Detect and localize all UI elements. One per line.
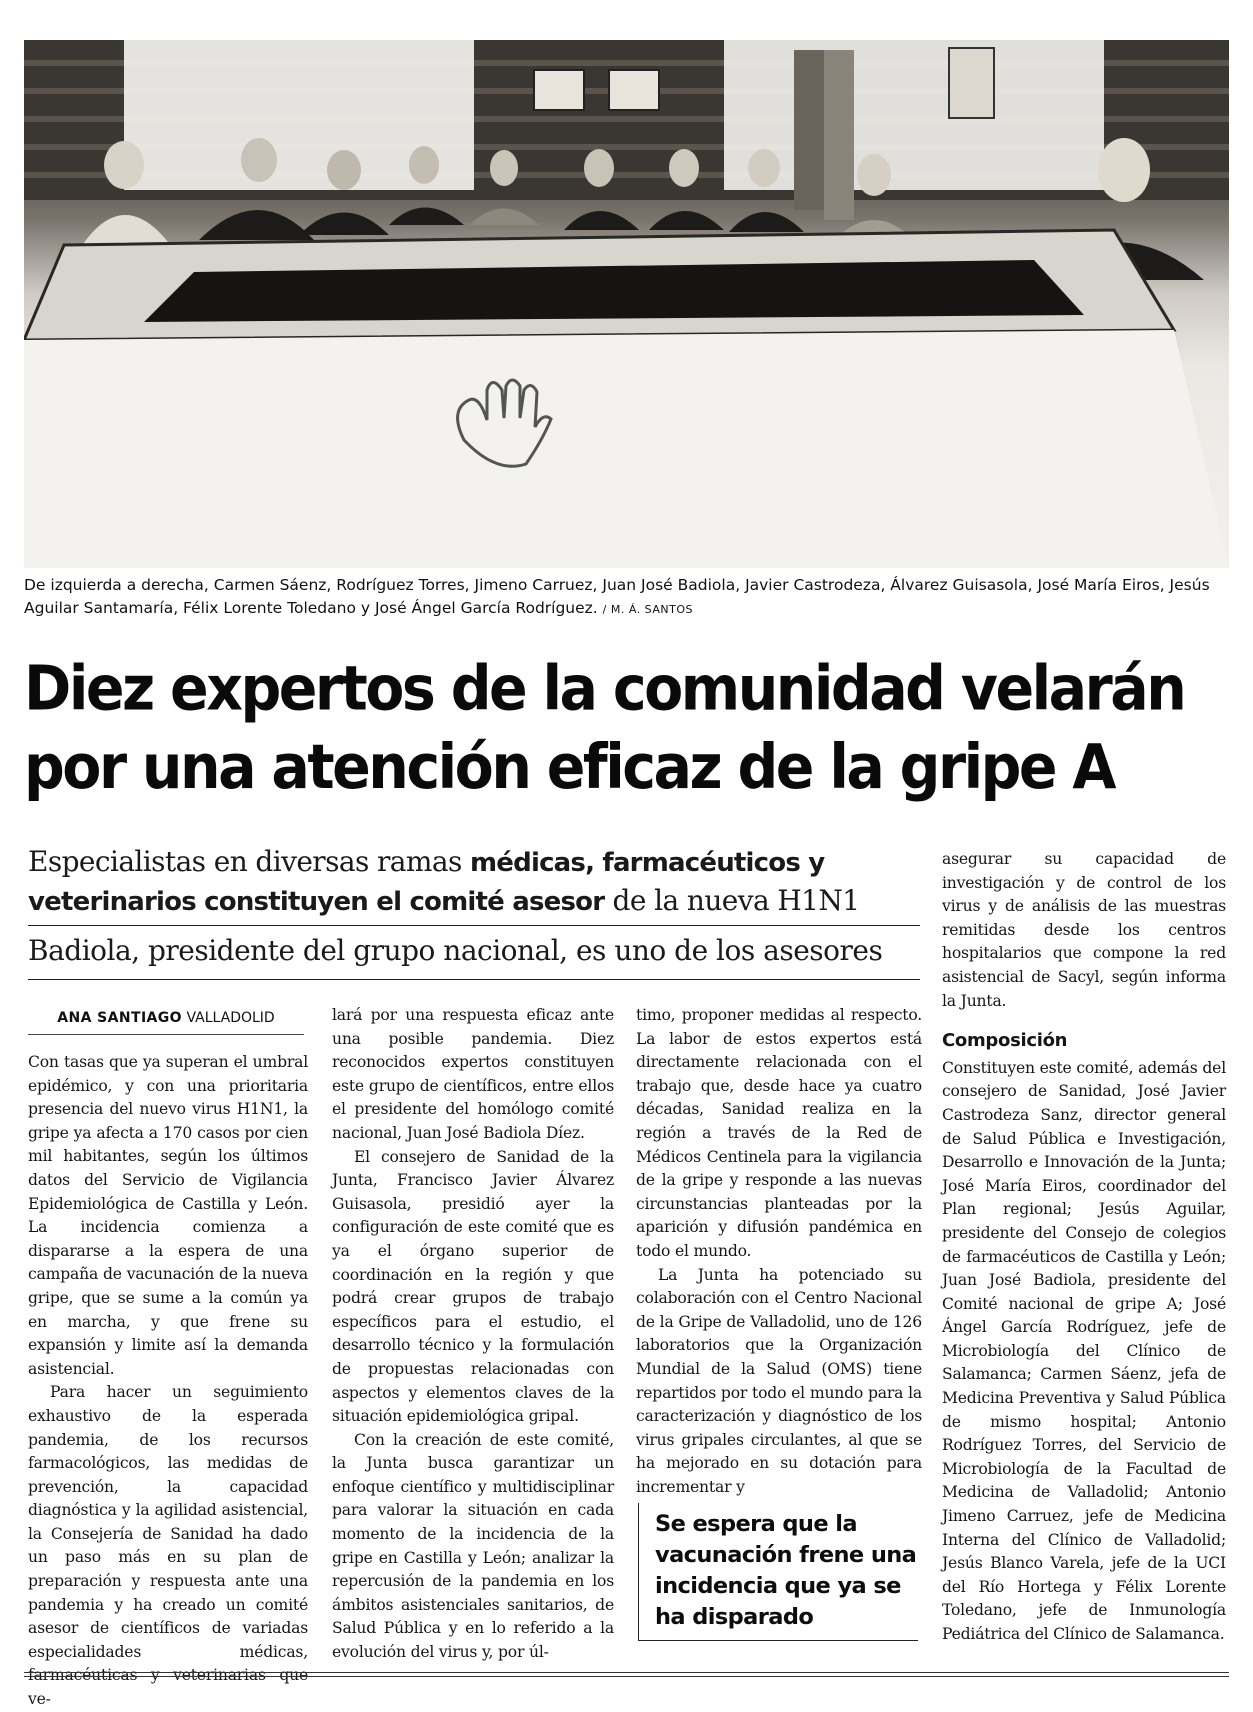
paragraph: lará por una respuesta eficaz ante una posible pandemia. Diez reconocidos expertos constituyen este grupo de científicos, entre ellos el presidente del homólogo comité nacional, Juan José Badiola Díez. xyxy=(332,1006,614,1142)
headline xyxy=(24,650,1229,808)
paragraph: Con la creación de este comité, la Junta busca garantizar un enfoque científico y multidisciplinar para valorar la situación en cada momento de la incidencia de la gripe en Castilla y León; analizar la repercusión de la pandemia en los ámbitos asistenciales sanitarios, de Salud Pública y en lo referido a la evolución del virus y, por úl- xyxy=(332,1430,614,1662)
divider-rule xyxy=(28,925,920,926)
paragraph: asegurar su capacidad de investigación y de control de los virus y de análisis de las muestras remitidas desde los centros hospitalarios que compone la red asistencial de Sacyl, según informa la Junta. xyxy=(942,850,1226,1010)
subhead-bold: médicas, farmacéuticos y veterinarios constituyen el comité asesor xyxy=(28,848,825,917)
section-heading: Composición xyxy=(942,1030,1068,1052)
headline-line2: por una atención eficaz de la gripe A xyxy=(24,732,1115,804)
article-column-4 xyxy=(942,848,1226,1647)
paragraph: Constituyen este comité, además del consejero de Sanidad, José Javier Castrodeza Sanz, director general de Salud Pública e Investigación, Desarrollo e Innovación de la Junta; José María Eiros, coordinador del Plan regional; Jesús Aguilar, presidente del Consejo de colegios de farmacéuticos de Castilla y León; Juan José Badiola, presidente del Comité nacional de gripe A; José Ángel García Rodríguez, jefe de Microbiología del Clínico de Salamanca; Carmen Sáenz, jefa de Medicina Preventiva y Salud Pública de mismo hospital; Antonio Rodríguez Torres, del Servicio de Microbiología de la Facultad de Medicina de Valladolid; Antonio Jimeno Carruez, jefe de Medicina Interna del Clínico de Valladolid; Jesús Blanco Varela, jefe de la UCI del Río Hortega y Félix Lorente Toledano, jefe de Inmunología Pediátrica del Clínico de Salamanca. xyxy=(942,1058,1226,1643)
page-bottom-rule xyxy=(24,1672,1229,1677)
paragraph: timo, proponer medidas al respecto. La labor de estos expertos está directamente relacionada con el trabajo que, desde hace ya cuatro décadas, Sanidad realiza en la región a través de la Red de Médicos Centinela para la vigilancia de la gripe y responde a las nuevas circunstancias planteadas por la aparición y difusión pandémica en todo el mundo. xyxy=(636,1006,922,1260)
article-column-2 xyxy=(332,1004,614,1665)
byline-place: VALLADOLID xyxy=(186,1010,275,1026)
headline-line1: Diez expertos de la comunidad velarán xyxy=(24,653,1185,725)
photo-credit: / M. Á. SANTOS xyxy=(602,603,693,616)
byline-author: ANA SANTIAGO xyxy=(57,1010,182,1026)
meeting-room-illustration xyxy=(24,40,1229,568)
paragraph: Con tasas que ya superan el umbral epidémico, y con una prioritaria presencia del nuevo virus H1N1, la gripe ya afecta a 170 casos por cien mil habitantes, según los últimos datos del Servicio de Vigilancia Epidemiológica de Castilla y León. La incidencia comienza a dispararse a la espera de una campaña de vacunación de la nueva gripe, que se sume a la común ya en marcha, y que frene su expansión y limite así la demanda asistencial. xyxy=(28,1053,308,1378)
paragraph: Para hacer un seguimiento exhaustivo de la esperada pandemia, de los recursos farmacológicos, las medidas de prevención, la capacidad diagnóstica y la agilidad asistencial, la Consejería de Sanidad ha dado un paso más en su plan de preparación y respuesta ante una pandemia y ha creado un comité asesor de científicos de variadas especialidades médicas, farmacéuticas y veterinarias que ve- xyxy=(28,1383,308,1709)
pull-quote: Se espera que la vacunación frene una incidencia que ya se ha disparado xyxy=(638,1503,918,1641)
photo-caption xyxy=(24,574,1229,621)
subhead-part1: Especialistas en diversas ramas xyxy=(28,845,471,878)
paragraph: El consejero de Sanidad de la Junta, Francisco Javier Álvarez Guisasola, presidió ayer la configuración de este comité que es ya el órgano superior de coordinación en la región y que podrá crear grupos de trabajo específicos para el estudio, el desarrollo técnico y la formulación de propuestas relacionadas con aspectos y elementos claves de la situación epidemiológica gripal. xyxy=(332,1147,614,1426)
subheadline xyxy=(28,843,918,921)
byline xyxy=(28,1008,304,1035)
paragraph: La Junta ha potenciado su colaboración con el Centro Nacional de la Gripe de Valladolid, uno de 126 laboratorios que la Organización Mundial de la Salud (OMS) tiene repartidos por todo el mundo para la caracterización y diagnóstico de los virus gripales circulantes, al que se ha mejorado en su dotación para incrementar y xyxy=(636,1265,922,1496)
article-column-1 xyxy=(28,1051,308,1712)
article-column-3 xyxy=(636,1004,922,1499)
subhead-part2: de la nueva H1N1 xyxy=(604,884,860,917)
news-photo xyxy=(24,40,1229,568)
caption-text: De izquierda a derecha, Carmen Sáenz, Rodríguez Torres, Jimeno Carruez, Juan José Badiola, Javier Castrodeza, Álvarez Guisasola, José María Eiros, Jesús Aguilar Santamaría, Félix Lorente Toledano y José Ángel García Rodríguez. xyxy=(24,576,1210,617)
secondary-subheadline: Badiola, presidente del grupo nacional, es uno de los asesores xyxy=(28,934,883,967)
divider-rule xyxy=(28,979,920,980)
